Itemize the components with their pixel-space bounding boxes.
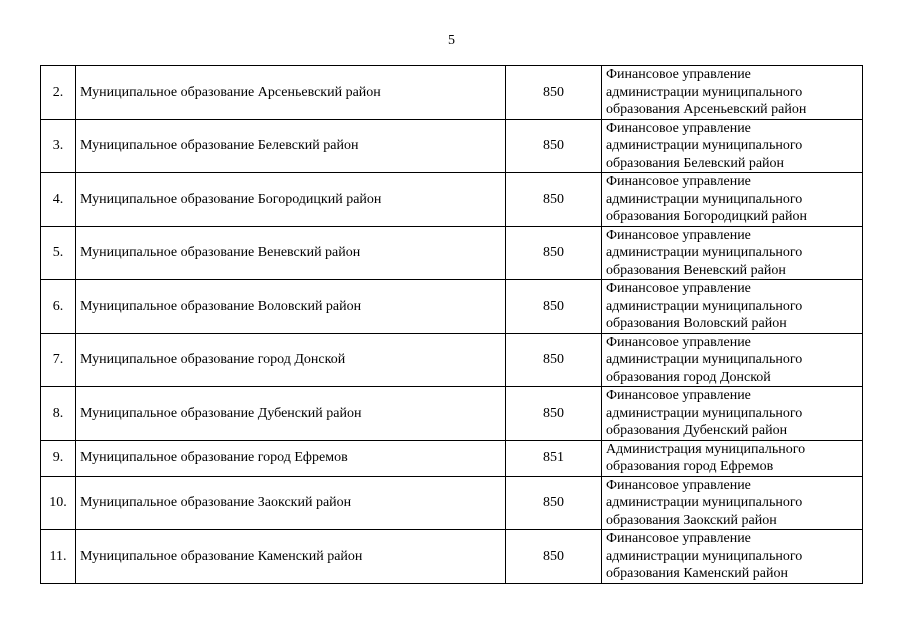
row-number: 3. xyxy=(41,119,76,173)
administrator-name: Финансовое управление администрации муниципального образования Дубенский район xyxy=(602,387,863,441)
admin-code: 850 xyxy=(506,476,602,530)
administrator-name: Администрация муниципального образования город Ефремов xyxy=(602,440,863,476)
admin-code: 850 xyxy=(506,280,602,334)
table-row xyxy=(41,280,863,334)
row-number: 7. xyxy=(41,333,76,387)
administrator-name: Финансовое управление администрации муниципального образования Арсеньевский район xyxy=(602,66,863,120)
administrator-name: Финансовое управление администрации муниципального образования Воловский район xyxy=(602,280,863,334)
table-row xyxy=(41,66,863,120)
admin-code: 850 xyxy=(506,173,602,227)
admin-code: 850 xyxy=(506,387,602,441)
administrator-name: Финансовое управление администрации муниципального образования Веневский район xyxy=(602,226,863,280)
municipality-name: Муниципальное образование город Ефремов xyxy=(76,440,506,476)
municipality-name: Муниципальное образование Арсеньевский район xyxy=(76,66,506,120)
table-row xyxy=(41,119,863,173)
municipality-name: Муниципальное образование Богородицкий район xyxy=(76,173,506,227)
municipality-name: Муниципальное образование Каменский район xyxy=(76,530,506,584)
budget-admin-table xyxy=(40,65,863,584)
row-number: 10. xyxy=(41,476,76,530)
table-row xyxy=(41,530,863,584)
admin-code: 850 xyxy=(506,119,602,173)
row-number: 9. xyxy=(41,440,76,476)
municipality-name: Муниципальное образование Белевский район xyxy=(76,119,506,173)
row-number: 8. xyxy=(41,387,76,441)
municipality-name: Муниципальное образование Воловский район xyxy=(76,280,506,334)
row-number: 6. xyxy=(41,280,76,334)
administrator-name: Финансовое управление администрации муниципального образования Заокский район xyxy=(602,476,863,530)
municipality-name: Муниципальное образование Заокский район xyxy=(76,476,506,530)
admin-code: 850 xyxy=(506,226,602,280)
row-number: 4. xyxy=(41,173,76,227)
page-number: 5 xyxy=(448,33,455,48)
table-row xyxy=(41,226,863,280)
municipality-name: Муниципальное образование Дубенский район xyxy=(76,387,506,441)
table-row xyxy=(41,440,863,476)
table-row xyxy=(41,387,863,441)
administrator-name: Финансовое управление администрации муниципального образования Белевский район xyxy=(602,119,863,173)
admin-code: 850 xyxy=(506,530,602,584)
administrator-name: Финансовое управление администрации муниципального образования город Донской xyxy=(602,333,863,387)
table-row xyxy=(41,333,863,387)
row-number: 2. xyxy=(41,66,76,120)
municipality-name: Муниципальное образование город Донской xyxy=(76,333,506,387)
table-row xyxy=(41,173,863,227)
row-number: 11. xyxy=(41,530,76,584)
administrator-name: Финансовое управление администрации муниципального образования Богородицкий район xyxy=(602,173,863,227)
administrator-name: Финансовое управление администрации муниципального образования Каменский район xyxy=(602,530,863,584)
admin-code: 850 xyxy=(506,333,602,387)
table-row xyxy=(41,476,863,530)
municipality-name: Муниципальное образование Веневский район xyxy=(76,226,506,280)
row-number: 5. xyxy=(41,226,76,280)
admin-code: 850 xyxy=(506,66,602,120)
admin-code: 851 xyxy=(506,440,602,476)
